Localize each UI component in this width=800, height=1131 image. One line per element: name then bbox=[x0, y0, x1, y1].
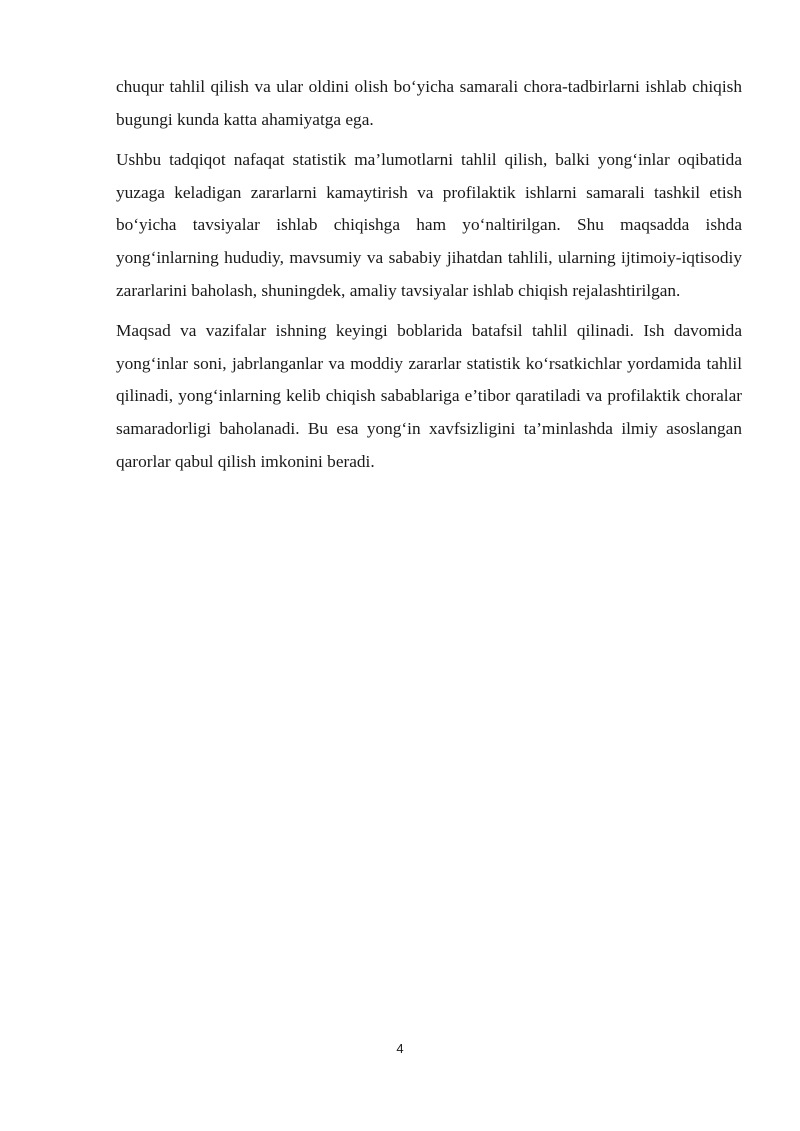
page-number: 4 bbox=[396, 1041, 404, 1056]
body-text bbox=[116, 71, 742, 486]
paragraph-goals-tasks: Maqsad va vazifalar ishning keyingi boblarida batafsil tahlil qilinadi. Ish davomida yong‘inlar soni, jabrlanganlar va moddiy zararlar statistik ko‘rsatkichlar yordamida tahlil qilinadi, yong‘inlarning kelib chiqish sabablariga e’tibor qaratiladi va profilaktik choralar samaradorligi baholanadi. Bu esa yong‘in xavfsizligini ta’minlashda ilmiy asoslangan qarorlar qabul qilish imkonini beradi. bbox=[116, 321, 742, 471]
paragraph-continuation: chuqur tahlil qilish va ular oldini olish bo‘yicha samarali chora-tadbirlarni ishlab chiqish bugungi kunda katta ahamiyatga ega. bbox=[116, 77, 742, 129]
paragraph-research-purpose: Ushbu tadqiqot nafaqat statistik ma’lumotlarni tahlil qilish, balki yong‘inlar oqibatida yuzaga keladigan zararlarni kamaytirish va profilaktik ishlarni samarali tashkil etish bo‘yicha tavsiyalar ishlab chiqishga ham yo‘naltirilgan. Shu maqsadda ishda yong‘inlarning hududiy, mavsumiy va sababiy jihatdan tahlili, ularning ijtimoiy-iqtisodiy zararlarini baholash, shuningdek, amaliy tavsiyalar ishlab chiqish rejalashtirilgan. bbox=[116, 150, 742, 300]
